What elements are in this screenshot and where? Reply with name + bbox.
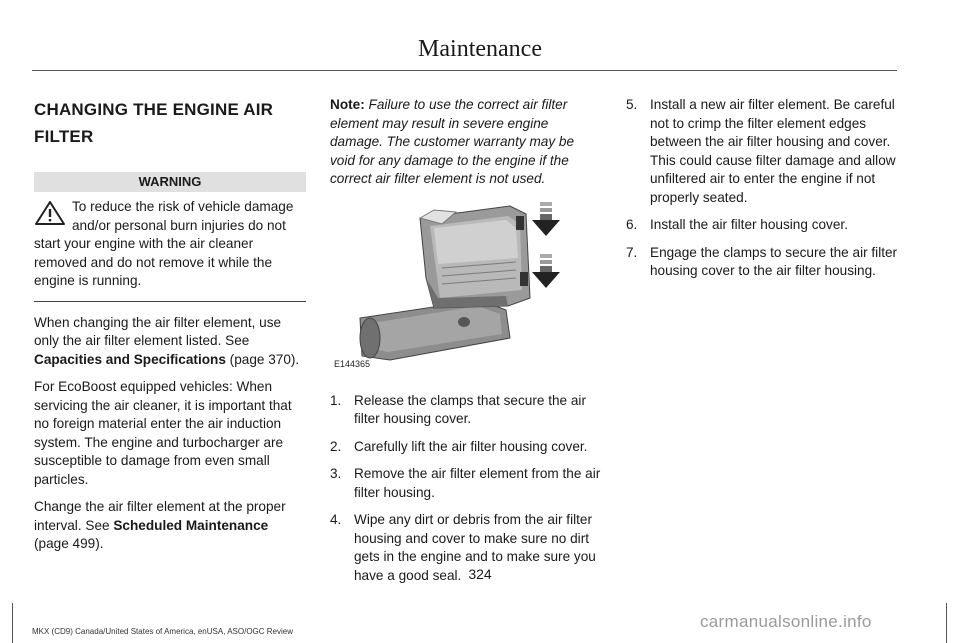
air-filter-figure [330,198,602,376]
steps-list-part-1 [330,392,602,586]
step-number: 5. [626,97,638,112]
step-number: 6. [626,217,638,232]
step-text: Wipe any dirt or debris from the air filter housing and cover to make sure no dirt gets in the engine and to make sure you have a good seal. [354,512,596,583]
column-2 [330,96,602,594]
warning-label: WARNING [34,172,306,192]
note-paragraph [330,96,602,189]
step-number: 3. [330,466,342,481]
section-title-line-2: FILTER [34,127,94,146]
step-number: 2. [330,438,342,454]
step-2 [330,438,602,457]
figure-code: E144365 [334,359,371,369]
para1-prefix: When changing the air filter element, use only the air filter element listed. See [34,314,282,348]
step-3 [330,465,602,502]
paragraph-interval [34,498,306,554]
link-scheduled-maintenance[interactable]: Scheduled Maintenance [113,517,269,533]
release-arrow-bottom [532,254,560,288]
step-text: Remove the air filter element from the air filter housing. [354,466,601,500]
air-filter-housing-illustration [330,198,602,376]
step-number: 1. [330,392,342,408]
step-text: Install a new air filter element. Be careful not to crimp the filter element edges between the air filter housing and cover. This could cause filter damage and allow unfiltered air to enter the engine if not properly seated. [650,97,896,205]
warning-text: To reduce the risk of vehicle damage and/or personal burn injuries do not start your engine with the air cleaner removed and do not remove it while the engine is running. [34,199,294,288]
release-arrow-top [532,202,560,236]
step-number: 7. [626,244,638,260]
note-text: Failure to use the correct air filter element may result in severe engine damage. The customer warranty may be void for any damage to the engine if the correct air filter element is not used. [330,97,575,186]
para1-suffix: (page 370). [225,351,300,367]
warning-box [34,198,306,302]
watermark: carmanualsonline.info [700,612,872,631]
link-capacities-specifications[interactable]: Capacities and Specifications [34,351,226,367]
step-text: Engage the clamps to secure the air filter housing cover to the air filter housing. [650,244,898,278]
crop-mark-left [12,603,13,643]
footer-text: MKX (CD9) Canada/United States of America, enUSA, ASO/OGC Review [32,627,293,636]
para3-prefix: Change the air filter element at the proper interval. See [34,499,286,533]
step-text: Carefully lift the air filter housing cover. [354,438,588,454]
steps-list-part-2 [626,96,898,281]
warning-triangle-icon [34,200,66,226]
column-1 [34,96,306,563]
column-3 [626,96,898,290]
step-5 [626,96,898,207]
section-title-line-1: CHANGING THE ENGINE AIR [34,100,274,119]
para3-suffix: (page 499). [34,536,104,551]
note-label: Note: [330,97,365,112]
step-number: 4. [330,512,342,527]
header-rule [32,70,897,71]
page-number: 324 [468,566,492,582]
paragraph-ecoboost: For EcoBoost equipped vehicles: When servicing the air cleaner, it is important that no foreign material enter the air induction system. The engine and turbocharger are susceptible to damage from even small particles. [34,379,292,487]
paragraph-filter-element [34,314,306,370]
step-text: Install the air filter housing cover. [650,217,848,232]
page-header-title: Maintenance [418,36,542,62]
step-text: Release the clamps that secure the air filter housing cover. [354,392,586,426]
section-title [34,96,306,150]
step-6 [626,216,898,235]
step-7 [626,244,898,281]
step-1 [330,392,602,429]
crop-mark-right [946,603,947,643]
